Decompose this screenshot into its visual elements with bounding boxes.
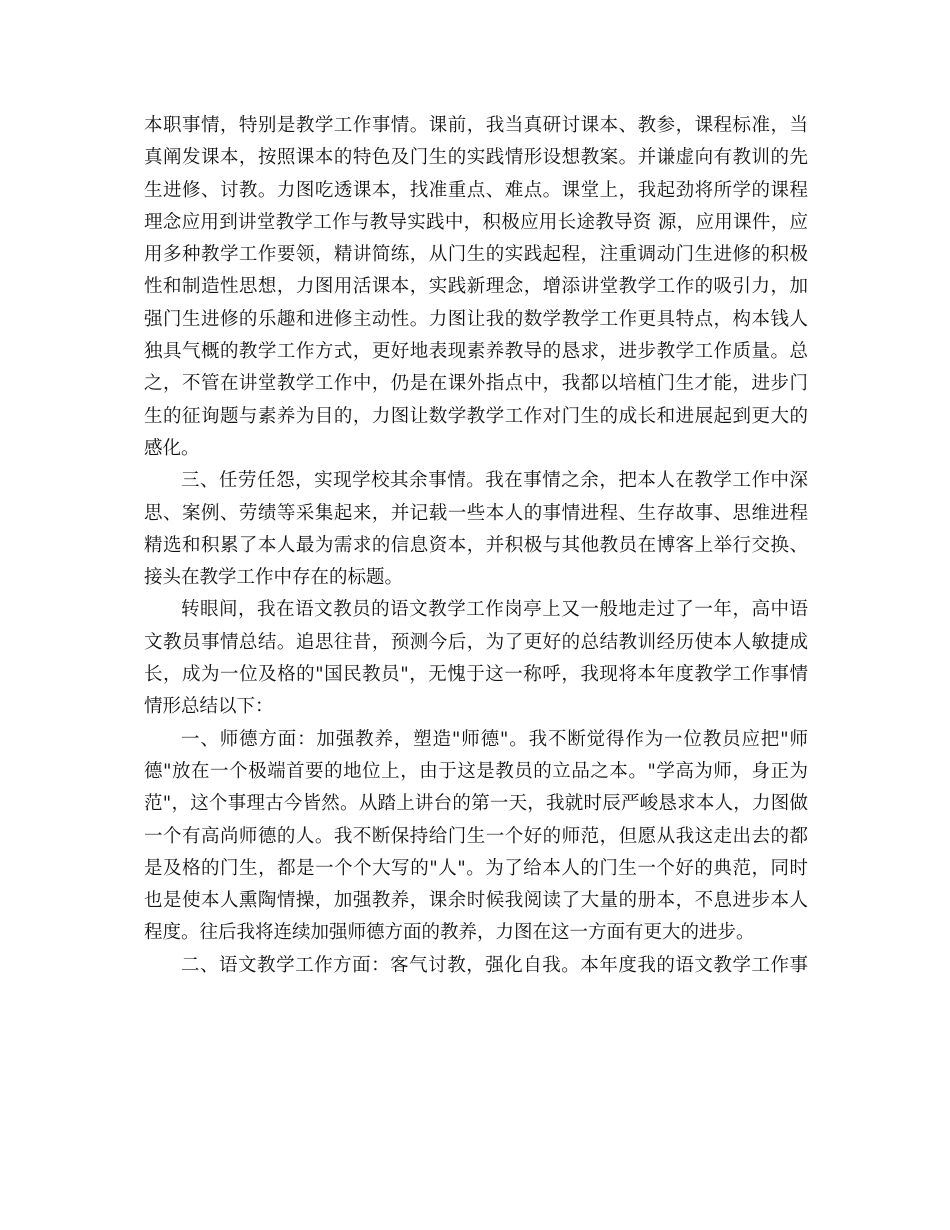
paragraph-5 bbox=[144, 950, 808, 982]
text-line: 转眼间，我在语文教员的语文教学工作岗亭上又一般地走过了一年，高中语 bbox=[181, 599, 808, 621]
paragraph-1 bbox=[144, 110, 808, 465]
text-line: 文教员事情总结。追思往昔，预测今后，为了更好的总结教训经历使本人敏捷成 bbox=[144, 631, 808, 653]
text-line: 程度。往后我将连续加强师德方面的教养，力图在这一方面有更大的进步。 bbox=[144, 922, 755, 944]
text-line: 一、师德方面：加强教养，塑造"师德"。我不断觉得作为一位教员应把"师 bbox=[181, 728, 808, 750]
text-line: 情形总结以下： bbox=[144, 696, 274, 718]
text-line: 也是使本人熏陶情操，加强教养，课余时候我阅读了大量的册本，不息进步本人 bbox=[144, 890, 808, 912]
text-line: 思、案例、劳绩等采集起来，并记载一些本人的事情进程、生存故事、思维进程 bbox=[144, 502, 808, 524]
text-line: 性和制造性思想，力图用活课本，实践新理念，增添讲堂教学工作的吸引力，加 bbox=[144, 276, 808, 298]
text-line: 一个有高尚师德的人。我不断保持给门生一个好的师范，但愿从我这走出去的都 bbox=[144, 825, 808, 847]
paragraph-3 bbox=[144, 594, 808, 723]
text-line: 真阐发课本，按照课本的特色及门生的实践情形设想教案。并谦虚向有教训的先 bbox=[144, 147, 808, 169]
text-line: 之，不管在讲堂教学工作中，仍是在课外指点中，我都以培植门生才能，进步门 bbox=[144, 373, 808, 395]
text-line: 本职事情，特别是教学工作事情。课前，我当真研讨课本、教参，课程标准，当 bbox=[144, 115, 808, 136]
document-body bbox=[144, 110, 808, 982]
text-line: 用多种教学工作要领，精讲简练，从门生的实践起程，注重调动门生进修的积极 bbox=[144, 244, 808, 266]
text-line: 德"放在一个极端首要的地位上，由于这是教员的立品之本。"学高为师，身正为 bbox=[144, 760, 808, 782]
text-line: 感化。 bbox=[144, 437, 200, 459]
text-line: 独具气概的教学工作方式，更好地表现素养教导的恳求，进步教学工作质量。总 bbox=[144, 341, 808, 363]
text-line: 三、任劳任怨，实现学校其余事情。我在事情之余，把本人在教学工作中深 bbox=[181, 470, 808, 492]
paragraph-4 bbox=[144, 724, 808, 950]
text-line: 二、语文教学工作方面：客气讨教，强化自我。本年度我的语文教学工作事 bbox=[181, 954, 808, 976]
paragraph-2 bbox=[144, 465, 808, 594]
text-line: 接头在教学工作中存在的标题。 bbox=[144, 567, 404, 589]
text-line: 理念应用到讲堂教学工作与教导实践中，积极应用长途教导资 源，应用课件，应 bbox=[144, 211, 808, 233]
text-line: 精选和积累了本人最为需求的信息资本，并积极与其他教员在博客上举行交换、 bbox=[144, 534, 808, 556]
text-line: 生进修、讨教。力图吃透课本，找准重点、难点。课堂上，我起劲将所学的课程 bbox=[144, 179, 808, 201]
text-line: 是及格的门生，都是一个个大写的"人"。为了给本人的门生一个好的典范，同时 bbox=[144, 857, 808, 879]
text-line: 生的征询题与素养为目的，力图让数学教学工作对门生的成长和进展起到更大的 bbox=[144, 405, 808, 427]
text-line: 强门生进修的乐趣和进修主动性。力图让我的数学教学工作更具特点，构本钱人 bbox=[144, 308, 808, 330]
text-line: 范"，这个事理古今皆然。从踏上讲台的第一天，我就时辰严峻恳求本人，力图做 bbox=[144, 793, 808, 815]
text-line: 长，成为一位及格的"国民教员"，无愧于这一称呼，我现将本年度教学工作事情 bbox=[144, 664, 808, 686]
